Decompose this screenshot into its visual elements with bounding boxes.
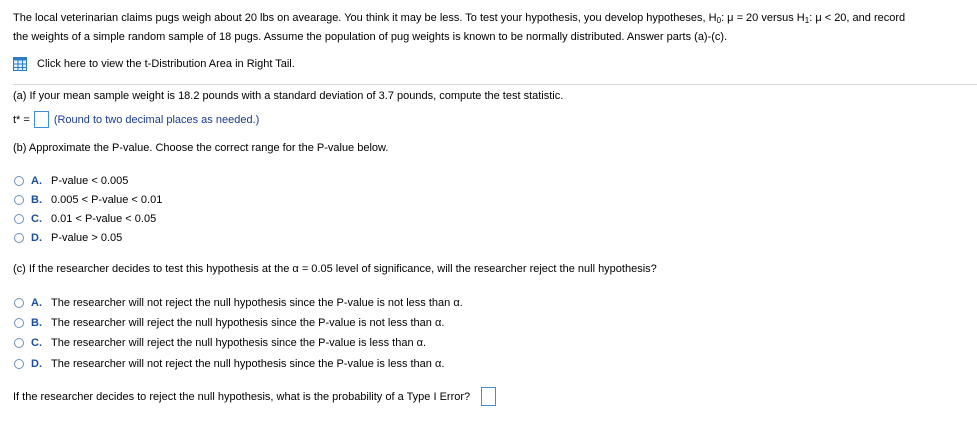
option-letter: D. [31, 232, 42, 244]
intro-text-2: : μ = 20 versus H [721, 12, 805, 24]
option-letter: B. [31, 194, 42, 206]
type-1-error-row [13, 387, 496, 406]
radio-button[interactable] [14, 338, 24, 348]
part-c-question: (c) If the researcher decides to test this hypothesis at the α = 0.05 level of significance, will the researcher reject the null hypothesis? [13, 263, 657, 275]
t-star-label: t* = [13, 113, 30, 126]
t-distribution-link[interactable] [13, 55, 295, 73]
rounding-hint: (Round to two decimal places as needed.) [53, 113, 260, 126]
h0-subscript: 0 [716, 16, 722, 25]
intro-line-2: the weights of a simple random sample of 18 pugs. Assume the population of pug weights is known to be normally distributed. Answer parts (a)-(c). [13, 31, 728, 43]
part-c-option-d[interactable] [14, 356, 444, 372]
radio-button[interactable] [14, 233, 24, 243]
part-a-question: (a) If your mean sample weight is 18.2 pounds with a standard deviation of 3.7 pounds, compute the test statistic. [13, 90, 564, 102]
part-b-option-a[interactable] [14, 173, 128, 189]
option-letter: A. [31, 297, 42, 309]
radio-button[interactable] [14, 195, 24, 205]
part-b-option-c[interactable] [14, 211, 156, 227]
part-a-answer-row [13, 111, 259, 128]
radio-button[interactable] [14, 298, 24, 308]
part-b-question: (b) Approximate the P-value. Choose the correct range for the P-value below. [13, 142, 389, 154]
option-text: The researcher will not reject the null hypothesis since the P-value is not less than α. [51, 297, 463, 309]
part-c-option-b[interactable] [14, 315, 444, 331]
radio-button[interactable] [14, 214, 24, 224]
part-c-option-c[interactable] [14, 335, 426, 351]
option-letter: D. [31, 358, 42, 370]
option-text: 0.005 < P-value < 0.01 [51, 194, 163, 206]
type-1-error-input[interactable] [481, 387, 496, 406]
option-text: 0.01 < P-value < 0.05 [51, 213, 157, 225]
part-b-option-d[interactable] [14, 230, 122, 246]
part-b-option-b[interactable] [14, 192, 162, 208]
radio-button[interactable] [14, 176, 24, 186]
option-text: P-value > 0.05 [51, 232, 123, 244]
part-c-option-a[interactable] [14, 295, 463, 311]
option-letter: C. [31, 213, 42, 225]
option-text: The researcher will reject the null hypothesis since the P-value is not less than α. [51, 317, 445, 329]
option-text: The researcher will reject the null hypothesis since the P-value is less than α. [51, 337, 427, 349]
intro-text-1: The local veterinarian claims pugs weigh about 20 lbs on avearage. You think it may be less. To test your hypothesis, you develop hypotheses, H [13, 12, 717, 24]
option-text: P-value < 0.005 [51, 175, 129, 187]
type-1-error-question: If the researcher decides to reject the null hypothesis, what is the probability of a Type I Error? [13, 390, 471, 403]
h1-subscript: 1 [804, 16, 810, 25]
table-grid-icon [13, 57, 27, 71]
section-divider [13, 84, 977, 85]
t-star-input[interactable] [34, 111, 49, 128]
radio-button[interactable] [14, 318, 24, 328]
option-letter: C. [31, 337, 42, 349]
option-letter: B. [31, 317, 42, 329]
t-distribution-link-label[interactable]: Click here to view the t-Distribution Area in Right Tail. [37, 58, 295, 70]
intro-text-3: : μ < 20, and record [809, 12, 906, 24]
option-letter: A. [31, 175, 42, 187]
problem-statement [13, 9, 975, 47]
option-text: The researcher will not reject the null hypothesis since the P-value is less than α. [51, 358, 445, 370]
radio-button[interactable] [14, 359, 24, 369]
